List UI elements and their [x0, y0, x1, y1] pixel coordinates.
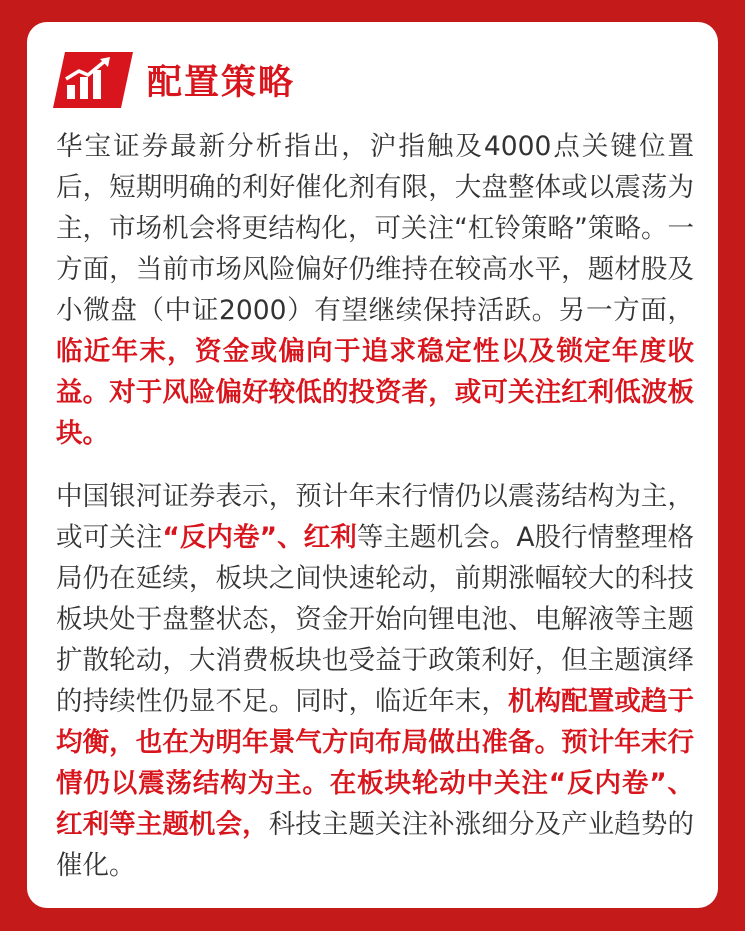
- content-card: [27, 22, 718, 908]
- rising-bar-chart-icon: [53, 52, 133, 108]
- article-body: [56, 126, 694, 886]
- highlighted-text: 机构配置或趋于均衡，也在为明年景气方向布局做出准备。预计年末行情仍以震荡结构为主。在板块轮动中关注“反内卷”、红利等主题机会，: [56, 686, 695, 840]
- paragraph-text: 华宝证券最新分析指出，沪指触及4000点关键位置后，短期明确的利好催化剂有限，大盘整体或以震荡为主，市场机会将更结构化，可关注“杠铃策略”策略。一方面，当前市场风险偏好仍维持在较高水平，题材股及小微盘（中证2000）有望继续保持活跃。另一方面，: [56, 131, 694, 326]
- paragraph-text: 中国银河证券表示，预计年末行情仍以震荡结构为主，或可关注: [56, 481, 694, 553]
- paragraph-1: [56, 126, 694, 454]
- page-title: 配置策略: [147, 63, 296, 103]
- highlighted-text: 临近年末，资金或偏向于追求稳定性以及锁定年度收益。对于风险偏好较低的投资者，或可关注红利低波板块。: [56, 336, 694, 449]
- section-header: [53, 50, 295, 110]
- paragraph-text: 科技主题关注补涨细分及产业趋势的催化。: [56, 809, 695, 881]
- paragraph-2: [56, 476, 694, 886]
- paragraph-text: 等主题机会。A股行情整理格局仍在延续，板块之间快速轮动，前期涨幅较大的科技板块处于盘整状态，资金开始向锂电池、电解液等主题扩散轮动，大消费板块也受益于政策利好，但主题演绎的持续性仍显不足。同时，临近年末，: [56, 522, 694, 717]
- highlighted-text: “反内卷”、红利: [162, 522, 357, 553]
